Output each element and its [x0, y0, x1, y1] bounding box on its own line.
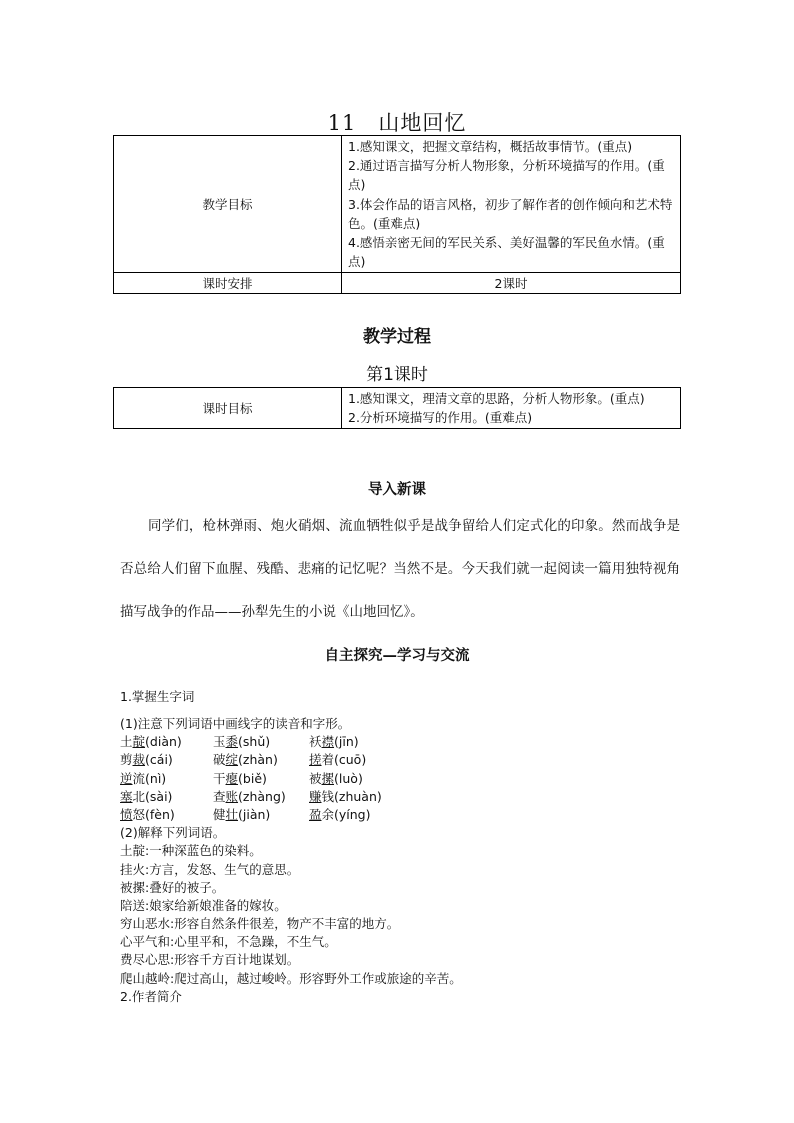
vocab-underlined: 塞 [120, 788, 133, 804]
intro-paragraph: 同学们，枪林弹雨、炮火硝烟、流血牺牲似乎是战争留给人们定式化的印象。然而战争是否总给人们留下血腥、残酷、悲痛的记忆呢？当然不是。今天我们就一起阅读一篇用独特视角描写战争的作品——孙犁先生的小说《山地回忆》。 [120, 518, 680, 620]
objective-item: 1.感知课文，把握文章结构，概括故事情节。(重点) [348, 139, 633, 154]
vocab-item [309, 751, 366, 769]
vocab-post: 流(nì) [132, 770, 167, 786]
vocab-post: (cái) [145, 752, 173, 768]
vocab-item [120, 806, 213, 824]
vocab-pre: 剪 [120, 752, 133, 768]
vocab-pre: 被 [309, 770, 322, 786]
vocab-item [120, 751, 213, 769]
vocab-item [309, 788, 382, 806]
vocab-row [120, 770, 680, 788]
vocab-row [120, 806, 680, 824]
vocab-underlined: 搓 [309, 752, 322, 768]
objective-item: 2.通过语言描写分析人物形象，分析环境描写的作用。(重点) [348, 158, 665, 193]
definition-item: 土靛:一种深蓝色的染料。 [120, 843, 262, 859]
vocab-block [120, 715, 680, 1006]
vocab-underlined: 襟 [321, 734, 335, 750]
vocab-post: (zhàng) [238, 788, 286, 804]
vocab-pre: 玉 [213, 734, 226, 750]
objectives-content [342, 136, 681, 273]
vocab-post: 钱(zhuàn) [321, 788, 382, 804]
vocab-item [309, 770, 363, 788]
vocab-item [120, 733, 213, 751]
vocab-post: 怒(fèn) [132, 806, 175, 822]
lesson-objectives-label: 课时目标 [114, 388, 342, 429]
vocab-item [120, 770, 213, 788]
lesson-objectives-row [114, 388, 681, 429]
lesson-objective-item: 1.感知课文，理清文章的思路，分析人物形象。(重点) [348, 391, 645, 406]
vocab-underlined: 逆 [120, 770, 133, 786]
vocab-post: (luò) [334, 770, 363, 786]
vocab-underlined: 裁 [132, 752, 146, 768]
vocab-post: (jiàn) [238, 806, 271, 822]
vocab-underlined: 瘪 [225, 770, 239, 786]
vocab-item [309, 733, 359, 751]
vocab-pre: 破 [213, 752, 226, 768]
vocab-underlined: 靛 [132, 734, 146, 750]
vocab-underlined: 愤 [120, 806, 133, 822]
vocab-item [309, 806, 371, 824]
definition-item: 陪送:娘家给新娘准备的嫁妆。 [120, 897, 287, 913]
schedule-value: 2课时 [342, 273, 681, 294]
vocab-row [120, 788, 680, 806]
vocab-item [120, 788, 213, 806]
definitions-instruction: (2)解释下列词语。 [120, 825, 226, 841]
definition-item: 穷山恶水:形容自然条件很差，物产不丰富的地方。 [120, 916, 400, 932]
vocab-pre: 干 [213, 770, 226, 786]
vocab-post: 着(cuō) [321, 752, 367, 768]
definition-item: 爬山越岭:爬过高山，越过峻岭。形容野外工作或旅途的辛苦。 [120, 970, 462, 986]
vocab-post: (zhàn) [238, 752, 278, 768]
objectives-row [114, 136, 681, 273]
definition-item: 费尽心思:形容千方百计地谋划。 [120, 952, 300, 968]
vocab-row [120, 733, 680, 751]
vocab-post: 北(sài) [132, 788, 173, 804]
vocab-post: (jīn) [334, 734, 359, 750]
lesson-objectives-content [342, 388, 681, 429]
lesson-heading: 第1课时 [366, 365, 428, 385]
vocab-item [213, 770, 309, 788]
vocab-underlined: 赚 [309, 788, 322, 804]
vocab-item [213, 806, 309, 824]
section-vocab-heading: 1.掌握生字词 [120, 689, 195, 704]
vocab-underlined: 盈 [309, 806, 322, 822]
lesson-objectives-table [113, 387, 681, 429]
objective-item: 3.体会作品的语言风格，初步了解作者的创作倾向和艺术特色。(重难点) [348, 196, 673, 231]
vocab-item [213, 788, 309, 806]
process-heading: 教学过程 [363, 327, 431, 347]
vocab-underlined: 摞 [321, 770, 335, 786]
intro-heading: 导入新课 [368, 482, 426, 498]
vocab-post: (biě) [238, 770, 267, 786]
vocab-post: (shǔ) [238, 734, 271, 750]
objectives-label: 教学目标 [114, 136, 342, 273]
definition-item: 心平气和:心里平和，不急躁，不生气。 [120, 934, 337, 950]
vocab-pre: 健 [213, 806, 226, 822]
vocab-instruction: (1)注意下列词语中画线字的读音和字形。 [120, 716, 351, 731]
vocab-underlined: 黍 [225, 734, 239, 750]
vocab-pre: 袄 [309, 734, 322, 750]
explore-heading: 自主探究—学习与交流 [324, 648, 470, 664]
vocab-post: (diàn) [145, 734, 182, 750]
schedule-label: 课时安排 [114, 273, 342, 294]
lesson-number: 11 [327, 111, 357, 135]
vocab-underlined: 账 [225, 788, 239, 804]
schedule-row [114, 273, 681, 294]
vocab-item [213, 733, 309, 751]
definition-item: 被摞:叠好的被子。 [120, 879, 225, 895]
vocab-pre: 土 [120, 734, 133, 750]
vocab-underlined: 壮 [225, 806, 239, 822]
definition-item: 挂火:方言，发怒、生气的意思。 [120, 861, 300, 877]
lesson-title-text: 山地回忆 [378, 111, 467, 135]
section-author-heading: 2.作者简介 [120, 988, 182, 1004]
vocab-pre: 查 [213, 788, 226, 804]
lesson-title [0, 107, 794, 137]
vocab-underlined: 绽 [225, 752, 239, 768]
vocab-row [120, 751, 680, 769]
vocab-item [213, 751, 309, 769]
lesson-objective-item: 2.分析环境描写的作用。(重难点) [348, 410, 533, 426]
objectives-table [113, 135, 681, 294]
vocab-post: 余(yíng) [321, 806, 371, 822]
objective-item: 4.感悟亲密无间的军民关系、美好温馨的军民鱼水情。(重点) [348, 235, 665, 270]
